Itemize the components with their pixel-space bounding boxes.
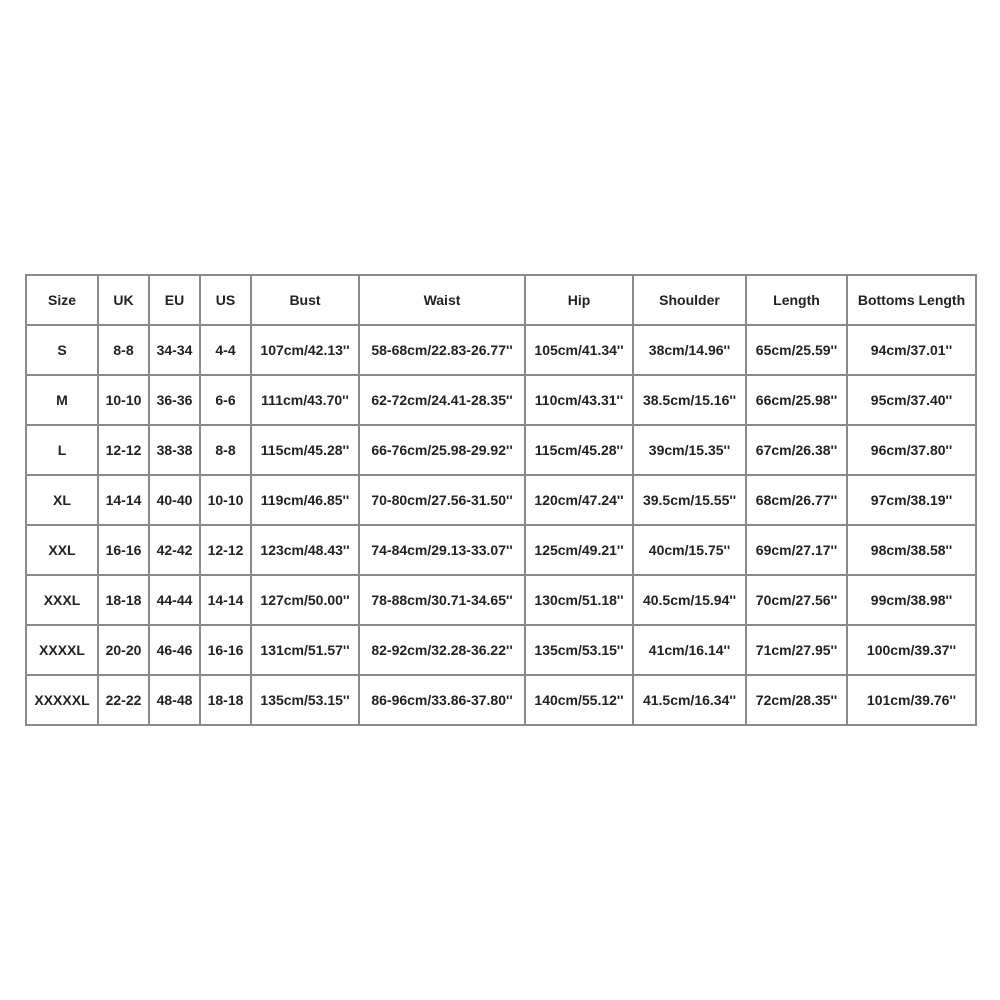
cell-size: XXXL <box>27 576 99 626</box>
cell-bottoms-length: 95cm/37.40'' <box>848 376 977 426</box>
cell-size: XL <box>27 476 99 526</box>
header-bust: Bust <box>252 276 360 326</box>
cell-length: 67cm/26.38'' <box>747 426 848 476</box>
cell-uk: 16-16 <box>99 526 150 576</box>
cell-uk: 12-12 <box>99 426 150 476</box>
table-row <box>27 526 977 576</box>
cell-bottoms-length: 98cm/38.58'' <box>848 526 977 576</box>
cell-us: 16-16 <box>201 626 252 676</box>
cell-waist: 66-76cm/25.98-29.92'' <box>360 426 526 476</box>
cell-uk: 20-20 <box>99 626 150 676</box>
table-row <box>27 476 977 526</box>
cell-shoulder: 39.5cm/15.55'' <box>634 476 747 526</box>
header-uk: UK <box>99 276 150 326</box>
table-row <box>27 376 977 426</box>
cell-uk: 18-18 <box>99 576 150 626</box>
cell-bust: 127cm/50.00'' <box>252 576 360 626</box>
cell-shoulder: 41cm/16.14'' <box>634 626 747 676</box>
cell-shoulder: 38cm/14.96'' <box>634 326 747 376</box>
cell-bottoms-length: 100cm/39.37'' <box>848 626 977 676</box>
cell-length: 66cm/25.98'' <box>747 376 848 426</box>
cell-size: M <box>27 376 99 426</box>
header-shoulder: Shoulder <box>634 276 747 326</box>
header-waist: Waist <box>360 276 526 326</box>
cell-size: XXL <box>27 526 99 576</box>
cell-waist: 70-80cm/27.56-31.50'' <box>360 476 526 526</box>
cell-us: 18-18 <box>201 676 252 726</box>
cell-bottoms-length: 94cm/37.01'' <box>848 326 977 376</box>
cell-us: 8-8 <box>201 426 252 476</box>
cell-hip: 130cm/51.18'' <box>526 576 634 626</box>
cell-eu: 36-36 <box>150 376 201 426</box>
cell-length: 70cm/27.56'' <box>747 576 848 626</box>
cell-waist: 82-92cm/32.28-36.22'' <box>360 626 526 676</box>
cell-eu: 40-40 <box>150 476 201 526</box>
cell-size: XXXXXL <box>27 676 99 726</box>
cell-uk: 10-10 <box>99 376 150 426</box>
cell-hip: 125cm/49.21'' <box>526 526 634 576</box>
cell-uk: 8-8 <box>99 326 150 376</box>
cell-bottoms-length: 96cm/37.80'' <box>848 426 977 476</box>
cell-eu: 44-44 <box>150 576 201 626</box>
cell-us: 4-4 <box>201 326 252 376</box>
header-bottoms-length: Bottoms Length <box>848 276 977 326</box>
cell-eu: 42-42 <box>150 526 201 576</box>
cell-eu: 48-48 <box>150 676 201 726</box>
header-length: Length <box>747 276 848 326</box>
header-hip: Hip <box>526 276 634 326</box>
cell-waist: 74-84cm/29.13-33.07'' <box>360 526 526 576</box>
cell-us: 6-6 <box>201 376 252 426</box>
cell-waist: 78-88cm/30.71-34.65'' <box>360 576 526 626</box>
cell-size: XXXXL <box>27 626 99 676</box>
cell-shoulder: 40.5cm/15.94'' <box>634 576 747 626</box>
cell-us: 14-14 <box>201 576 252 626</box>
cell-eu: 34-34 <box>150 326 201 376</box>
cell-length: 71cm/27.95'' <box>747 626 848 676</box>
cell-bottoms-length: 97cm/38.19'' <box>848 476 977 526</box>
cell-bust: 119cm/46.85'' <box>252 476 360 526</box>
cell-shoulder: 38.5cm/15.16'' <box>634 376 747 426</box>
table-row <box>27 576 977 626</box>
cell-eu: 46-46 <box>150 626 201 676</box>
header-eu: EU <box>150 276 201 326</box>
cell-length: 69cm/27.17'' <box>747 526 848 576</box>
cell-shoulder: 39cm/15.35'' <box>634 426 747 476</box>
cell-bottoms-length: 101cm/39.76'' <box>848 676 977 726</box>
cell-length: 72cm/28.35'' <box>747 676 848 726</box>
cell-waist: 58-68cm/22.83-26.77'' <box>360 326 526 376</box>
cell-uk: 14-14 <box>99 476 150 526</box>
cell-shoulder: 41.5cm/16.34'' <box>634 676 747 726</box>
cell-hip: 120cm/47.24'' <box>526 476 634 526</box>
cell-bust: 111cm/43.70'' <box>252 376 360 426</box>
cell-uk: 22-22 <box>99 676 150 726</box>
cell-hip: 140cm/55.12'' <box>526 676 634 726</box>
cell-bottoms-length: 99cm/38.98'' <box>848 576 977 626</box>
cell-bust: 115cm/45.28'' <box>252 426 360 476</box>
header-us: US <box>201 276 252 326</box>
cell-hip: 115cm/45.28'' <box>526 426 634 476</box>
cell-hip: 105cm/41.34'' <box>526 326 634 376</box>
cell-bust: 123cm/48.43'' <box>252 526 360 576</box>
cell-bust: 131cm/51.57'' <box>252 626 360 676</box>
cell-size: S <box>27 326 99 376</box>
size-chart-table <box>25 274 977 726</box>
cell-length: 68cm/26.77'' <box>747 476 848 526</box>
header-row <box>27 276 977 326</box>
cell-length: 65cm/25.59'' <box>747 326 848 376</box>
cell-size: L <box>27 426 99 476</box>
table-row <box>27 676 977 726</box>
header-size: Size <box>27 276 99 326</box>
cell-us: 10-10 <box>201 476 252 526</box>
table-row <box>27 326 977 376</box>
cell-hip: 135cm/53.15'' <box>526 626 634 676</box>
cell-us: 12-12 <box>201 526 252 576</box>
cell-bust: 135cm/53.15'' <box>252 676 360 726</box>
cell-waist: 86-96cm/33.86-37.80'' <box>360 676 526 726</box>
table-row <box>27 426 977 476</box>
cell-eu: 38-38 <box>150 426 201 476</box>
cell-shoulder: 40cm/15.75'' <box>634 526 747 576</box>
cell-bust: 107cm/42.13'' <box>252 326 360 376</box>
cell-hip: 110cm/43.31'' <box>526 376 634 426</box>
table-row <box>27 626 977 676</box>
cell-waist: 62-72cm/24.41-28.35'' <box>360 376 526 426</box>
